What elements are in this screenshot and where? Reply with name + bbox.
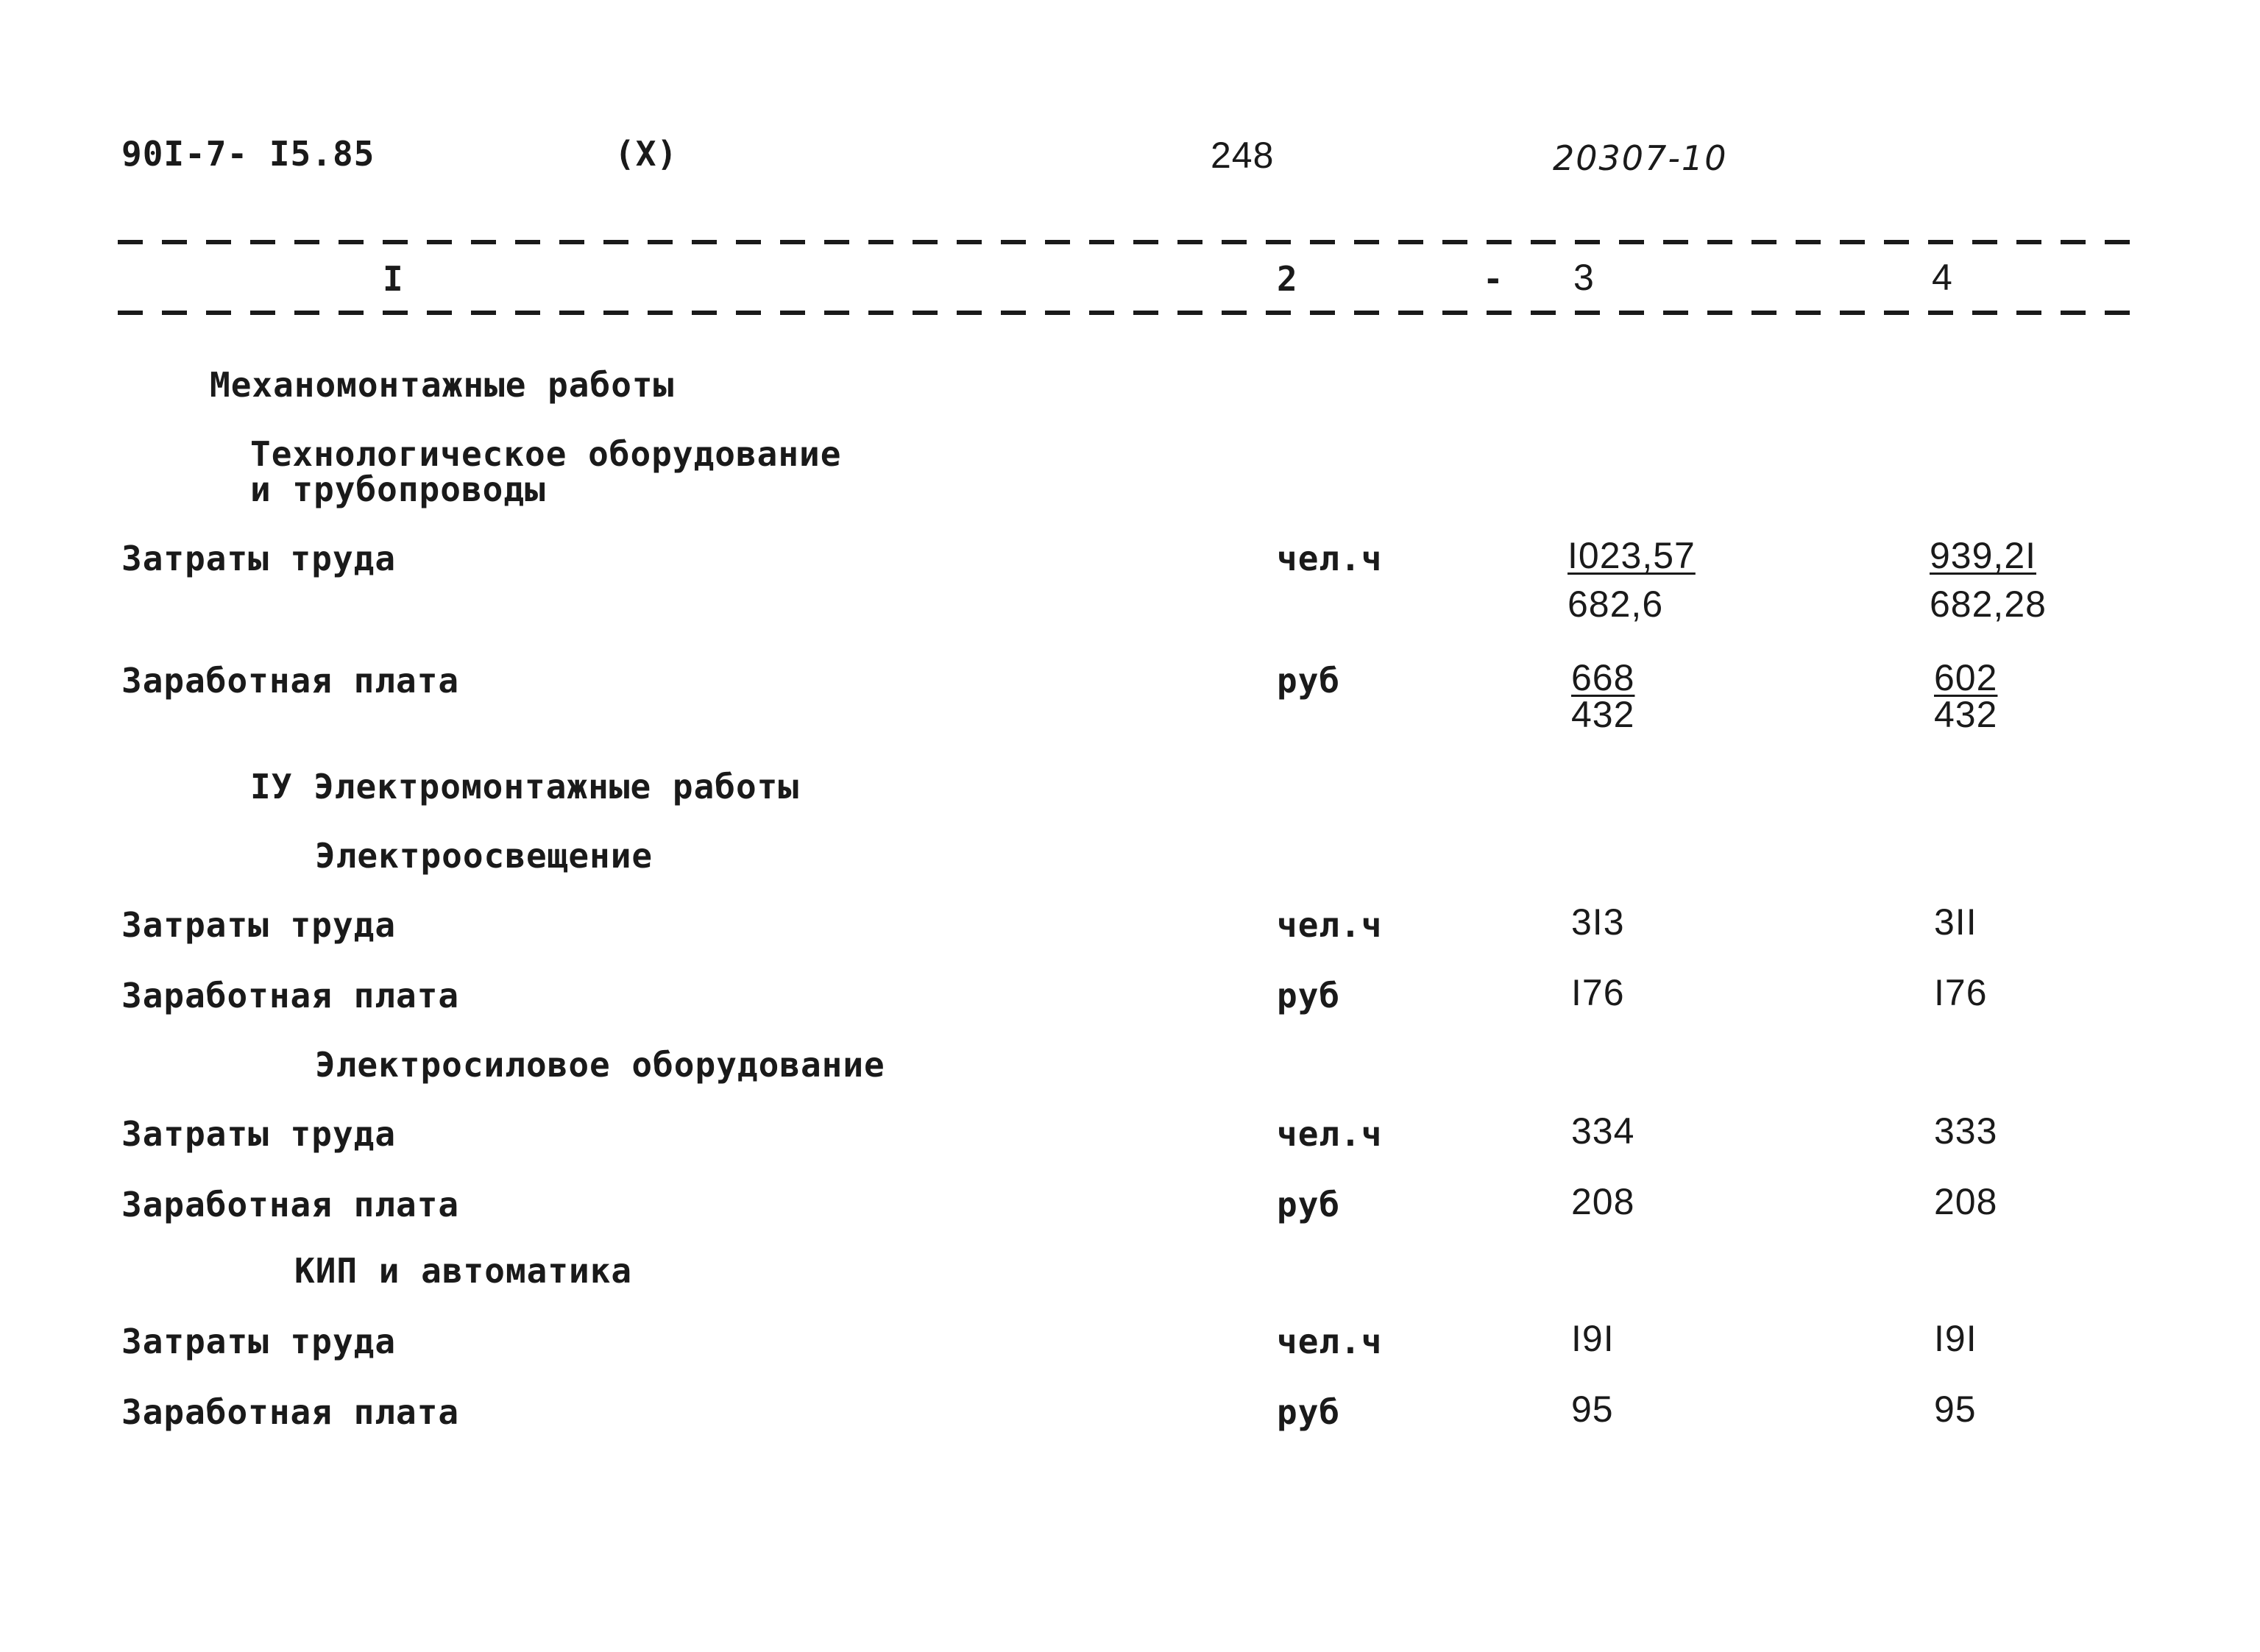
value-numerator: 939,2I (1930, 535, 2037, 576)
document-mark: (X) (614, 134, 679, 174)
handwritten-reference: 20307-10 (1553, 138, 1728, 178)
value-denominator: 432 (1571, 694, 1635, 735)
value-cell: 334 (1571, 1110, 1635, 1152)
row-label: Заработная плата (121, 1185, 460, 1224)
value-cell: 3II (1934, 901, 1977, 943)
column-header-separator: - (1483, 259, 1504, 299)
row-label: Затраты труда (121, 905, 397, 945)
row-label: Заработная плата (121, 976, 460, 1015)
page-number: 248 (1211, 135, 1275, 176)
value-cell: I9I (1571, 1318, 1615, 1359)
row-label: Заработная плата (121, 661, 460, 701)
bottom-dashed-rule (118, 311, 2149, 315)
subsection-title-lighting: Электроосвещение (315, 836, 653, 876)
subsection-title-automation: КИП и автоматика (294, 1251, 633, 1291)
row-unit: чел.ч (1277, 539, 1383, 578)
row-unit: чел.ч (1277, 1322, 1383, 1361)
row-unit: руб (1277, 1392, 1341, 1432)
subsection-title-line1: Технологическое оборудование (250, 434, 842, 474)
row-label: Затраты труда (121, 1322, 397, 1361)
value-cell: I76 (1571, 972, 1625, 1013)
column-header-1: I (383, 259, 404, 299)
row-label: Затраты труда (121, 1114, 397, 1154)
top-dashed-rule (118, 240, 2149, 244)
value-cell: 208 (1934, 1181, 1998, 1222)
subsection-title-power: Электросиловое оборудование (315, 1045, 885, 1085)
value-denominator: 432 (1934, 694, 1998, 735)
row-unit: чел.ч (1277, 905, 1383, 945)
value-cell: I76 (1934, 972, 1988, 1013)
row-label: Затраты труда (121, 539, 397, 578)
value-cell: 333 (1934, 1110, 1998, 1152)
value-numerator: 602 (1934, 657, 1998, 698)
row-unit: руб (1277, 1185, 1341, 1224)
value-cell: I9I (1934, 1318, 1977, 1359)
value-cell: 95 (1571, 1389, 1614, 1430)
column-header-3: 3 (1573, 257, 1595, 298)
column-header-2: 2 (1277, 259, 1298, 299)
section-title-electrical: IУ Электромонтажные работы (250, 767, 800, 806)
subsection-title-line2: и трубопроводы (250, 469, 546, 509)
row-unit: чел.ч (1277, 1114, 1383, 1154)
row-unit: руб (1277, 976, 1341, 1015)
value-denominator: 682,6 (1568, 584, 1664, 625)
value-cell: 3I3 (1571, 901, 1625, 943)
row-unit: руб (1277, 661, 1341, 701)
value-denominator: 682,28 (1930, 584, 2047, 625)
value-cell: 95 (1934, 1389, 1977, 1430)
column-header-4: 4 (1932, 257, 1953, 298)
section-title-mechanical: Механомонтажные работы (210, 365, 675, 405)
value-cell: 208 (1571, 1181, 1635, 1222)
document-code: 90I-7- I5.85 (121, 134, 375, 174)
value-numerator: I023,57 (1568, 535, 1696, 576)
value-numerator: 668 (1571, 657, 1635, 698)
row-label: Заработная плата (121, 1392, 460, 1432)
